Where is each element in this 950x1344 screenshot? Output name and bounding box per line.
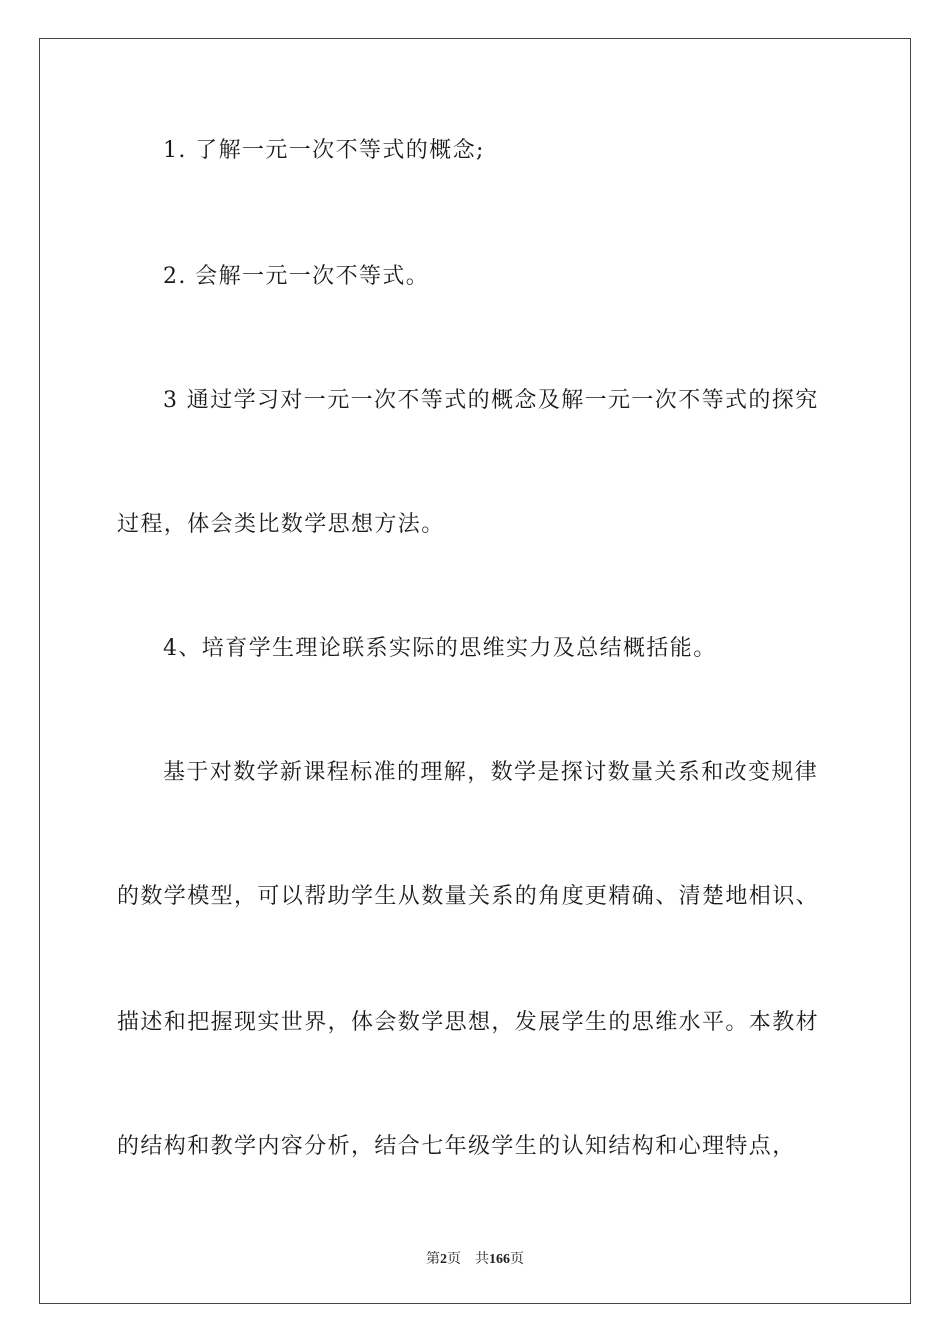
- total-pages: 166: [489, 1252, 510, 1267]
- objective-1-line: 1. 了解一元一次不等式的概念;: [163, 138, 485, 163]
- total-suffix: 页: [510, 1252, 524, 1267]
- page-footer: [0, 1251, 950, 1269]
- total-prefix: 共: [475, 1252, 489, 1267]
- objective-4-line: 4、培育学生理论联系实际的思维实力及总结概括能。: [163, 636, 717, 661]
- page-number: 2: [440, 1252, 447, 1267]
- paragraph-line-4: 的结构和教学内容分析，结合七年级学生的认知结构和心理特点，: [117, 1134, 796, 1159]
- page-prefix: 第: [426, 1252, 440, 1267]
- page-suffix: 页: [447, 1252, 461, 1267]
- objective-2-line: 2. 会解一元一次不等式。: [163, 264, 430, 289]
- paragraph-line-3: 描述和把握现实世界，体会数学思想，发展学生的思维水平。本教材: [117, 1010, 820, 1035]
- page-border: [39, 38, 911, 1304]
- paragraph-line-1: 基于对数学新课程标准的理解，数学是探讨数量关系和改变规律: [163, 760, 819, 785]
- paragraph-line-2: 的数学模型，可以帮助学生从数量关系的角度更精确、清楚地相识、: [117, 884, 820, 909]
- objective-3-continuation-line: 过程，体会类比数学思想方法。: [117, 512, 445, 537]
- objective-3-line: 3 通过学习对一元一次不等式的概念及解一元一次不等式的探究: [163, 388, 819, 413]
